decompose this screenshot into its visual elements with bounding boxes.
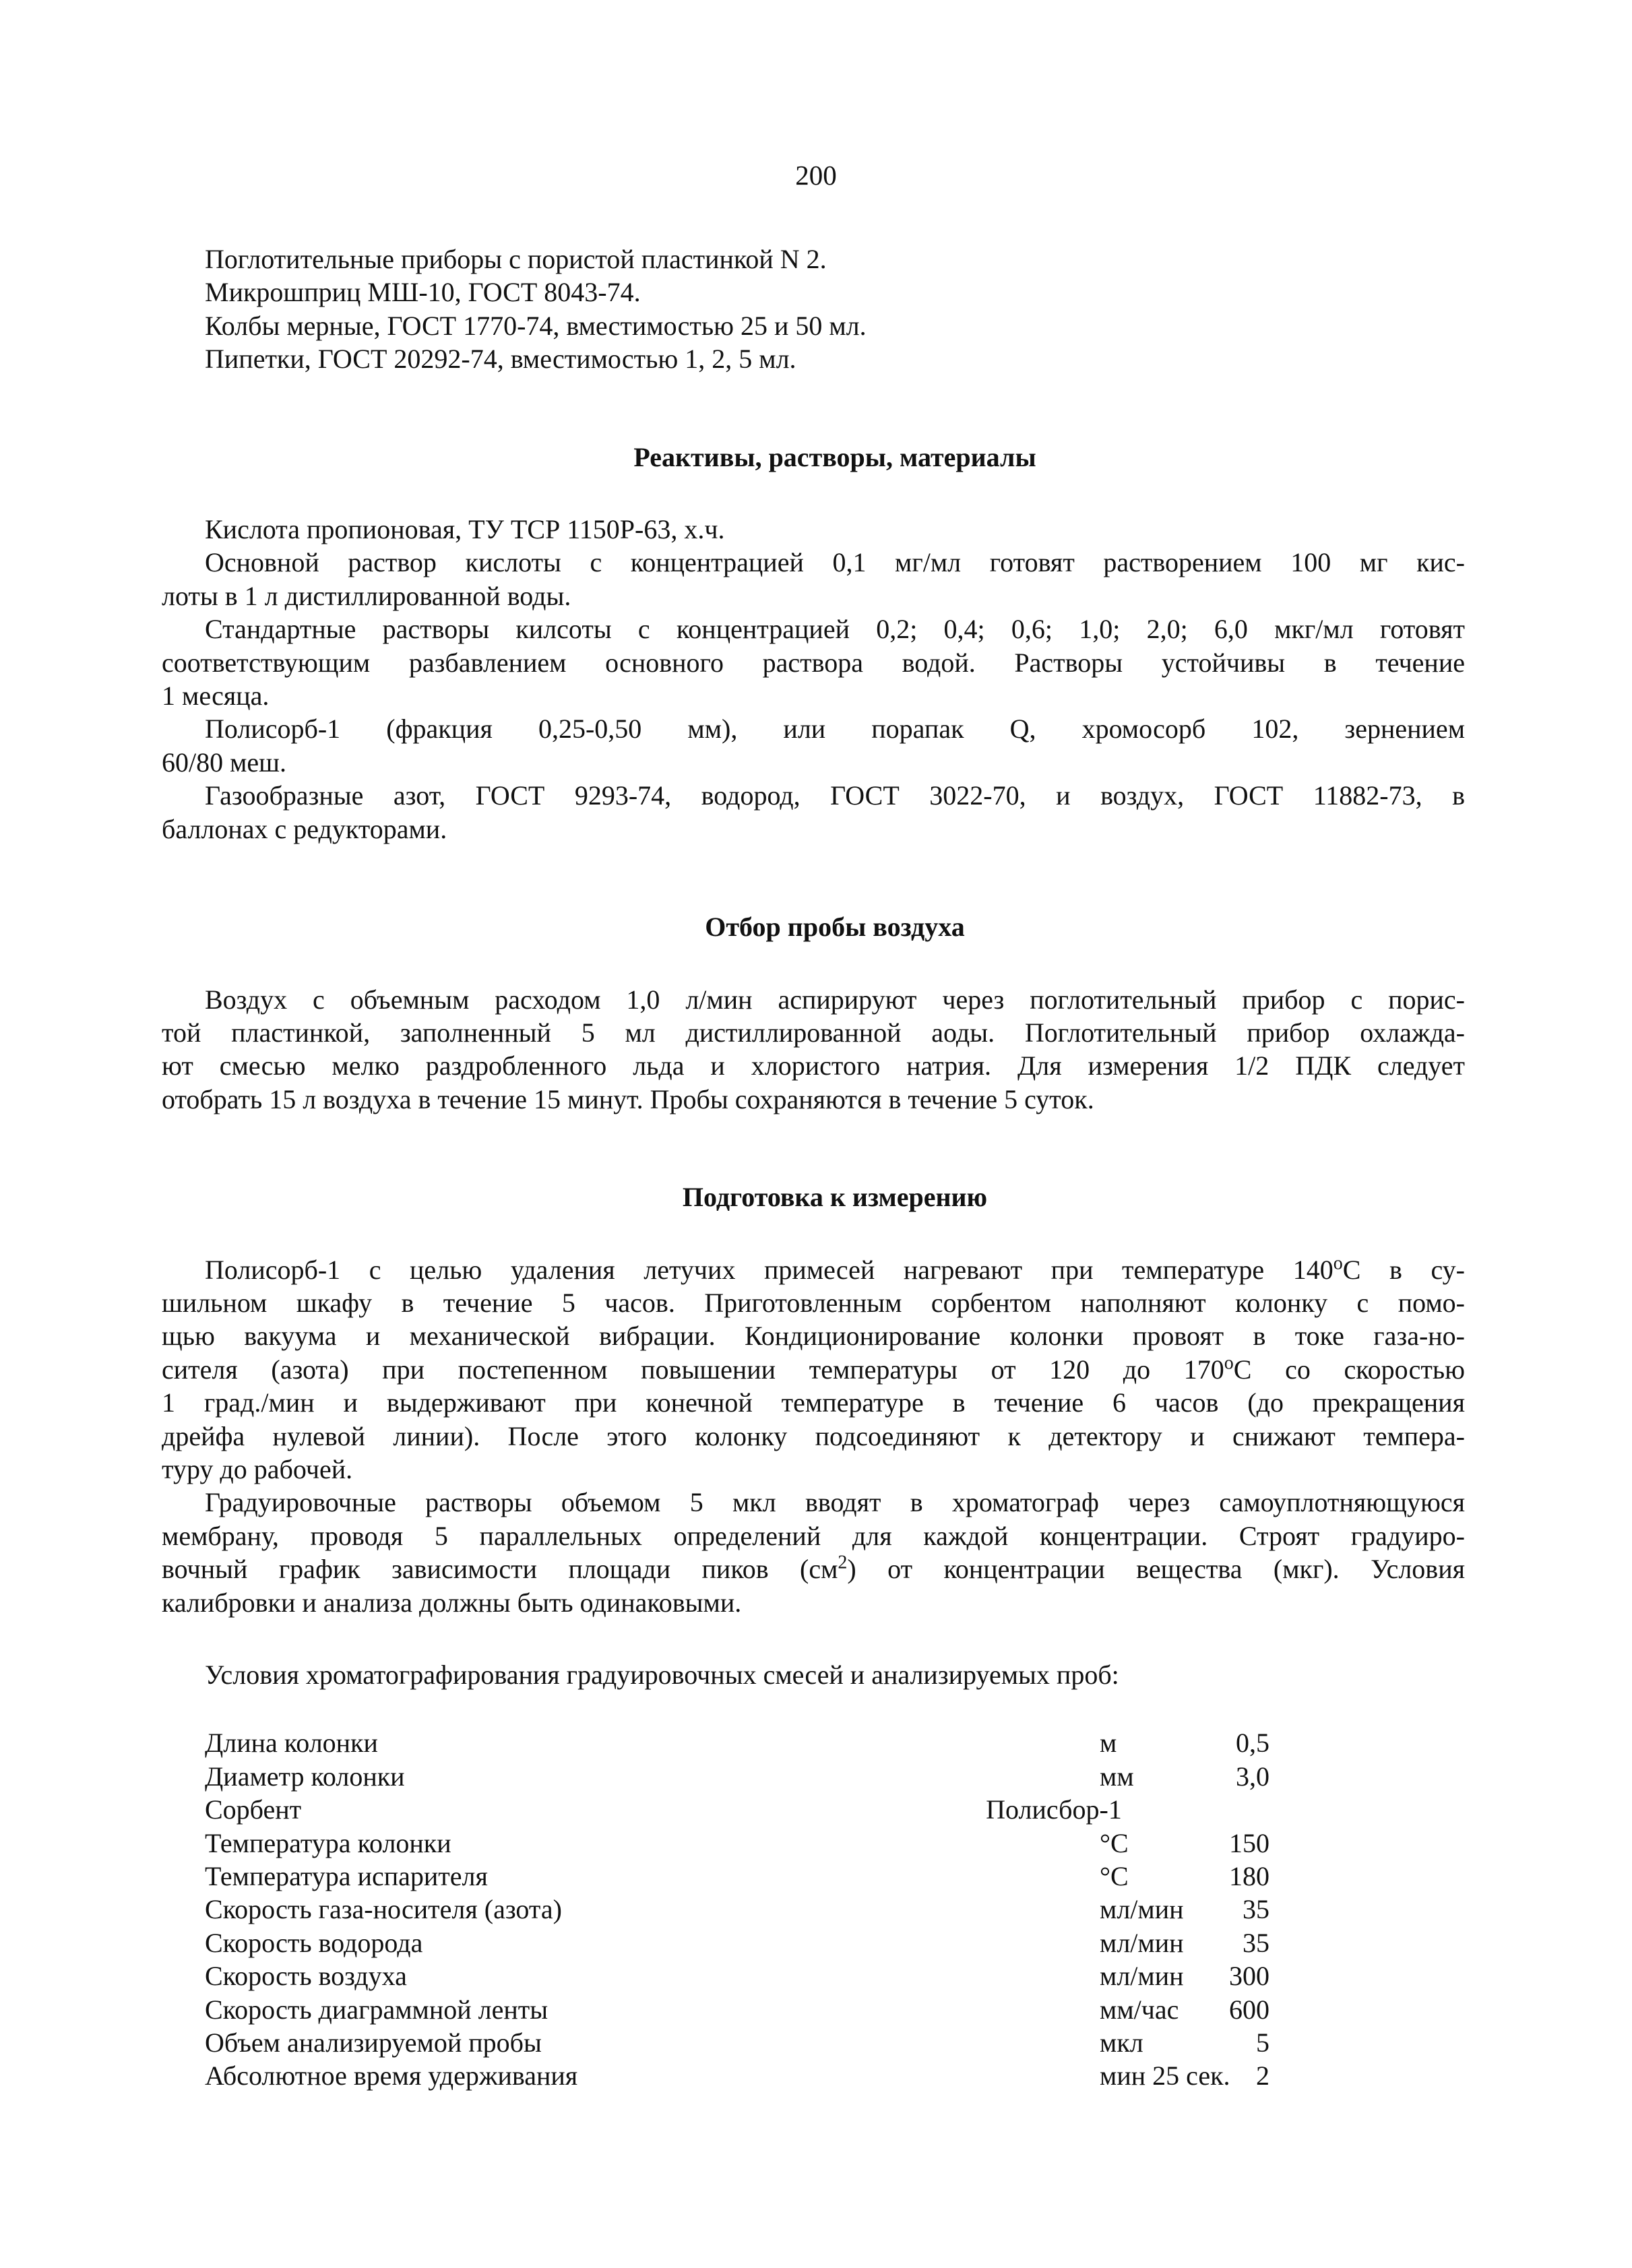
condition-value: 0,5 bbox=[1236, 1728, 1269, 1759]
equipment-item: Поглотительные приборы с пористой пластинкой N 2. bbox=[205, 244, 827, 274]
condition-unit: °С bbox=[1100, 1827, 1129, 1858]
equipment-item: Микрошприц МШ-10, ГОСТ 8043-74. bbox=[205, 277, 641, 308]
paragraph-line: баллонах с редукторами. bbox=[162, 813, 447, 844]
text-span: ) от концентрации вещества (мкг). Условия bbox=[847, 1554, 1465, 1585]
condition-name: Скорость воздуха bbox=[205, 1961, 407, 1992]
paragraph-line: Полисорб-1 (фракция 0,25-0,50 мм), или порапак Q, хромосорб 102, зернением bbox=[205, 714, 1465, 745]
reagents-section bbox=[162, 513, 1465, 846]
paragraph-line: Стандартные растворы килсоты с концентрацией 0,2; 0,4; 0,6; 1,0; 2,0; 6,0 мкг/мл готовят bbox=[205, 614, 1465, 645]
paragraph-line bbox=[162, 1353, 1465, 1386]
condition-name: Температура колонки bbox=[205, 1827, 451, 1858]
condition-name: Длина колонки bbox=[205, 1728, 378, 1759]
condition-row bbox=[205, 1793, 1465, 1826]
condition-row bbox=[205, 1893, 1465, 1926]
preparation-section bbox=[162, 1253, 1465, 1619]
text-span: сителя (азота) при постепенном повышении температуры от 120 до 170 bbox=[162, 1354, 1224, 1385]
condition-value: 2 bbox=[1256, 2060, 1269, 2091]
equipment-item: Колбы мерные, ГОСТ 1770-74, вместимостью 25 и 50 мл. bbox=[205, 310, 867, 341]
document-body bbox=[162, 243, 1465, 2093]
paragraph-line: лоты в 1 л дистиллированной воды. bbox=[162, 580, 571, 611]
condition-unit: °С bbox=[1100, 1860, 1129, 1891]
condition-unit: мл/мин bbox=[1100, 1927, 1184, 1958]
condition-value: 3,0 bbox=[1236, 1761, 1269, 1792]
condition-row bbox=[205, 1760, 1465, 1793]
paragraph-line: Градуировочные растворы объемом 5 мкл вводят в хроматограф через самоуплотняющуюся bbox=[205, 1487, 1465, 1518]
equipment-list bbox=[205, 243, 1465, 376]
condition-value: 5 bbox=[1256, 2027, 1269, 2058]
condition-value: 300 bbox=[1229, 1961, 1269, 1992]
paragraph-line: дрейфа нулевой линии). После этого колонку подсоединяют к детектору и снижают темпера- bbox=[162, 1420, 1465, 1451]
paragraph-line: отобрать 15 л воздуха в течение 15 минут. Пробы сохраняются в течение 5 суток. bbox=[162, 1083, 1094, 1114]
paragraph-line: 60/80 меш. bbox=[162, 747, 286, 778]
paragraph-line: туру до рабочей. bbox=[162, 1453, 353, 1484]
degree-superscript: о bbox=[1224, 1352, 1234, 1374]
sampling-section bbox=[162, 983, 1465, 1116]
condition-row bbox=[205, 1726, 1465, 1759]
condition-unit: мин 25 сек. bbox=[1100, 2060, 1230, 2091]
paragraph-line bbox=[205, 1253, 1465, 1286]
condition-name: Сорбент bbox=[205, 1794, 302, 1825]
condition-unit: мм bbox=[1100, 1761, 1134, 1792]
section-heading-reagents: Реактивы, растворы, материалы bbox=[633, 441, 1036, 472]
paragraph-line: Основной раствор кислоты с концентрацией 0,1 мг/мл готовят растворением 100 мг кис- bbox=[205, 547, 1465, 578]
paragraph-line: 1 месяца. bbox=[162, 681, 270, 712]
paragraph-line: калибровки и анализа должны быть одинаковыми. bbox=[162, 1587, 742, 1618]
squared-superscript: 2 bbox=[838, 1552, 848, 1573]
condition-value: 600 bbox=[1229, 1994, 1269, 2025]
paragraph-line: Воздух с объемным расходом 1,0 л/мин аспирируют через поглотительный прибор с порис- bbox=[205, 984, 1465, 1015]
paragraph-line: мембрану, проводя 5 параллельных определений для каждой концентрации. Строят градуиро- bbox=[162, 1520, 1465, 1551]
paragraph-line: той пластинкой, заполненный 5 мл дистиллированной аоды. Поглотительный прибор охлажда- bbox=[162, 1017, 1465, 1048]
text-span: С в су- bbox=[1342, 1254, 1465, 1285]
condition-name: Скорость газа-носителя (азота) bbox=[205, 1894, 562, 1925]
paragraph-line: Кислота пропионовая, ТУ ТСР 1150Р-63, х.ч. bbox=[205, 514, 725, 545]
conditions-table bbox=[205, 1726, 1465, 2092]
equipment-item: Пипетки, ГОСТ 20292-74, вместимостью 1, 2, 5 мл. bbox=[205, 344, 796, 375]
paragraph-line: щью вакуума и механической вибрации. Кондиционирование колонки провоят в токе газа-но- bbox=[162, 1321, 1465, 1352]
condition-unit: мм/час bbox=[1100, 1994, 1179, 2025]
paragraph-line: соответствующим разбавлением основного раствора водой. Растворы устойчивы в течение bbox=[162, 647, 1465, 678]
condition-row bbox=[205, 1827, 1465, 1860]
condition-row bbox=[205, 1993, 1465, 2026]
page-number: 200 bbox=[795, 160, 837, 191]
section-heading-sampling: Отбор пробы воздуха bbox=[705, 912, 965, 943]
degree-superscript: о bbox=[1333, 1253, 1343, 1274]
condition-name: Скорость водорода bbox=[205, 1927, 423, 1958]
condition-name: Диаметр колонки bbox=[205, 1761, 405, 1792]
condition-name: Абсолютное время удерживания bbox=[205, 2060, 578, 2091]
text-span: С со скоростью bbox=[1233, 1354, 1465, 1385]
section-heading-preparation: Подготовка к измерению bbox=[682, 1182, 988, 1213]
paragraph-line: Газообразные азот, ГОСТ 9293-74, водород, ГОСТ 3022-70, и воздух, ГОСТ 11882-73, в bbox=[205, 780, 1465, 811]
text-span: Полисорб-1 с целью удаления летучих примесей нагревают при температуре 140 bbox=[205, 1254, 1333, 1285]
condition-name: Температура испарителя bbox=[205, 1860, 488, 1891]
paragraph-line bbox=[162, 1552, 1465, 1585]
condition-value: Полисбор-1 bbox=[986, 1794, 1122, 1825]
condition-name: Скорость диаграммной ленты bbox=[205, 1994, 548, 2025]
condition-row bbox=[205, 1926, 1465, 1959]
condition-unit: м bbox=[1100, 1728, 1117, 1759]
condition-unit: мкл bbox=[1100, 2027, 1143, 2058]
condition-value: 35 bbox=[1243, 1894, 1269, 1925]
condition-value: 180 bbox=[1229, 1860, 1269, 1891]
conditions-intro: Условия хроматографирования градуировочных смесей и анализируемых проб: bbox=[205, 1660, 1119, 1690]
condition-row bbox=[205, 2026, 1465, 2059]
paragraph-line: шильном шкафу в течение 5 часов. Приготовленным сорбентом наполняют колонку с помо- bbox=[162, 1287, 1465, 1318]
paragraph-line: 1 град./мин и выдерживают при конечной температуре в течение 6 часов (до прекращения bbox=[162, 1387, 1465, 1418]
condition-unit: мл/мин bbox=[1100, 1961, 1184, 1992]
condition-row bbox=[205, 2059, 1465, 2092]
condition-row bbox=[205, 1860, 1465, 1893]
condition-value: 150 bbox=[1229, 1827, 1269, 1858]
condition-row bbox=[205, 1959, 1465, 1992]
condition-name: Объем анализируемой пробы bbox=[205, 2027, 542, 2058]
condition-value: 35 bbox=[1243, 1927, 1269, 1958]
text-span: вочный график зависимости площади пиков (см bbox=[162, 1554, 838, 1585]
condition-unit: мл/мин bbox=[1100, 1894, 1184, 1925]
paragraph-line: ют смесью мелко раздробленного льда и хлористого натрия. Для измерения 1/2 ПДК следует bbox=[162, 1050, 1465, 1081]
